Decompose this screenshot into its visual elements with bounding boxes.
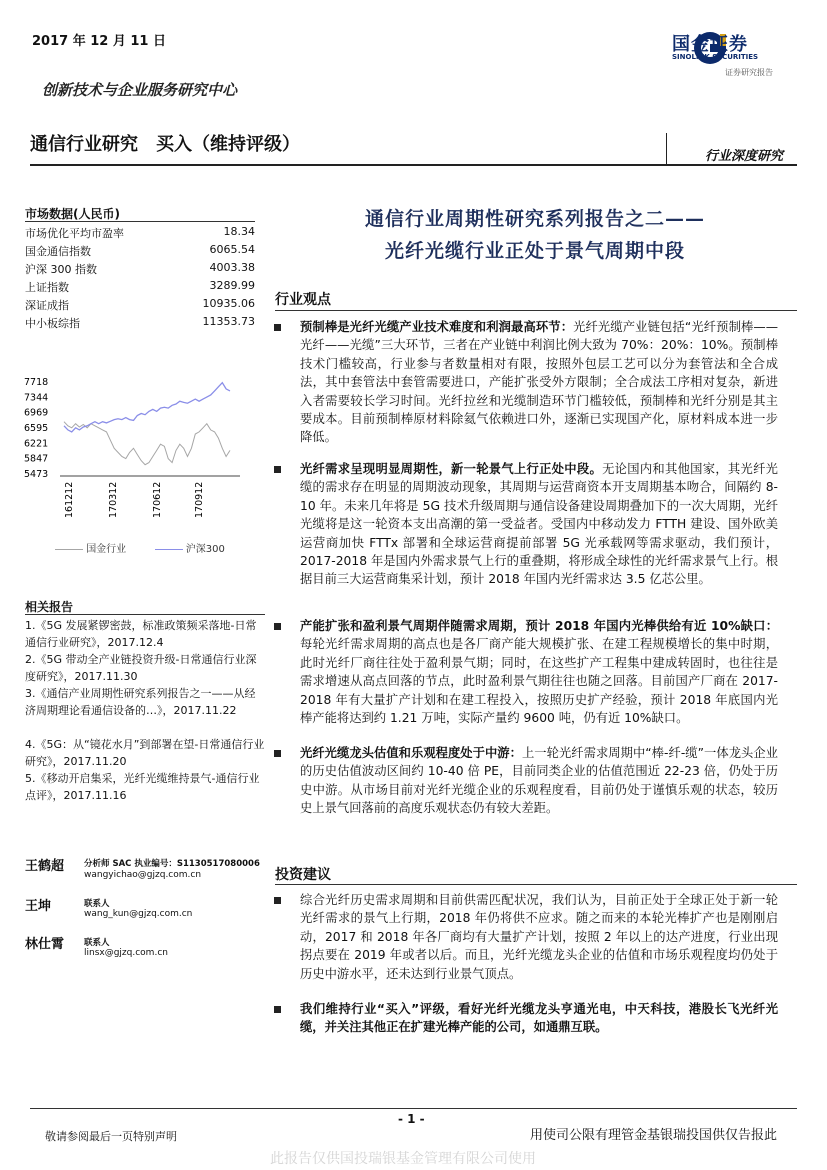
header-divider-tick	[666, 133, 667, 164]
section-industry-view: 行业观点	[275, 292, 331, 308]
index-line-chart	[22, 368, 242, 568]
market-value: 11353.73	[202, 315, 255, 328]
logo-en: SINOLINK SECURITIES	[672, 53, 759, 61]
para-body: 无论国内和其他国家，其光纤光缆的需求存在明显的周期波动现象，其周期与运营商资本开支周期基本吻合，间隔约 8-10 年。未来几年将是 5G 技术升级周期与通信设备建设周期叠加下的一次大周期，光纤光缆将是这一轮资本支出高潮的第一受益者。受国内中移动发力 FTTH 建设、国外欧美运营商加快 FTTx 部署和全球运营商提前部署 5G 光承载网等需求驱动，我们预计，2017-2018 年是国内外需求景气上行的重叠期，将形成全球性的光纤需求景气上行。根据目前三大运营商集采计划，预计 2018 年国内光纤需求达 3.5 亿芯公里。	[300, 462, 778, 587]
bullet-icon	[274, 623, 281, 630]
paragraph-rating	[300, 1000, 778, 1037]
x-tick-label: 170912	[194, 481, 205, 518]
market-label: 上证指数	[25, 281, 69, 294]
market-value: 18.34	[223, 225, 255, 238]
y-tick-label: 6595	[24, 423, 49, 435]
x-tick-label: 170612	[152, 481, 163, 518]
header-rule	[30, 164, 797, 166]
report-date: 2017 年 12 月 11 日	[32, 34, 166, 49]
market-label: 市场优化平均市盈率	[25, 227, 124, 240]
y-tick-label: 7344	[24, 392, 49, 404]
analyst-role: 分析师 SAC 执业编号：S1130517080006	[84, 859, 260, 869]
market-value: 4003.38	[209, 261, 255, 274]
y-tick-label: 6221	[24, 438, 49, 450]
bullet-icon	[274, 466, 281, 473]
para-lead: 预制棒是光纤光缆产业技术难度和利润最高环节：	[300, 320, 574, 334]
paragraph-capacity	[300, 617, 778, 727]
analyst-role: 联系人	[84, 938, 110, 948]
y-tick-label: 5473	[24, 469, 49, 480]
market-row	[25, 279, 255, 296]
para-lead: 我们维持行业“买入”评级，看好光纤光缆龙头亨通光电，中天科技，港股长飞光纤光缆，并关注其他正在扩建光棒产能的公司，如通鼎互联。	[300, 1002, 778, 1035]
watermark: 此报告仅供国投瑞银基金管理有限公司使用	[270, 1151, 536, 1167]
series-line-hs300	[64, 383, 230, 432]
market-label: 深证成指	[25, 299, 69, 312]
y-axis	[24, 377, 240, 480]
x-tick-label: 170312	[108, 481, 119, 518]
market-value: 6065.54	[209, 243, 255, 256]
market-data-rule	[25, 221, 255, 222]
bullet-icon	[274, 1006, 281, 1013]
analyst-email: wangyichao@gjzq.com.cn	[84, 870, 202, 880]
x-tick-label: 161212	[64, 481, 75, 518]
footer-usage-note: 用使司公限有理管金基银瑞投国供仅告报此	[529, 1128, 777, 1143]
legend-swatch-industry	[55, 549, 83, 550]
analyst-role: 联系人	[84, 899, 110, 909]
analyst-email: wang_kun@gjzq.com.cn	[84, 909, 193, 919]
paragraph-valuation	[300, 744, 778, 818]
para-body: 每轮光纤需求周期的高点也是各厂商产能大规模扩张、在建工程规模增长的集中时期，此时光纤厂商往往处于盈利景气期；同时，在这些扩产工程集中建成转固时，也往往是需求增速从高点回落的节点，此时盈利景气期往往也随之回落。目前国产厂商在 2017-2018 年有大量扩产计划和在建工程投入，按照历史扩产经验，预计 2018 年底国内光棒产能将达到约 1.21 万吨，实际产量约 9600 吨，仍有近 10%缺口。	[300, 637, 778, 726]
related-rule	[25, 614, 265, 615]
para-lead: 光纤光缆龙头估值和乐观程度处于中游：	[300, 746, 522, 760]
para-body: 光纤光缆产业链包括“光纤预制棒——光纤——光缆”三大环节，三者在产业链中利润比例大致为 70%：20%：10%。预制棒技术门槛较高，行业参与者数量相对有限，按照外包层工艺可以分为套管法和全合成法，其中套管法中套管需要进口，产能扩张受外方限制；全合成法工序相对复杂，新进入者需要较长学习时间。光纤拉丝和光缆制造环节门槛较低，预制棒和光纤分别是其主要成本。目前预制棒原材料除氦气依赖进口外，逐渐已实现国产化，原材料成本进一步降低。	[300, 320, 778, 445]
related-report-item: 1.《5G 发展紧锣密鼓，标准政策频采落地-日常通信行业研究》，2017.12.4	[25, 619, 257, 649]
analyst-name: 王坤	[25, 899, 52, 914]
market-value: 3289.99	[209, 279, 255, 292]
series-line-industry	[64, 422, 230, 465]
related-report-item: 2.《5G 带动全产业链投资升级-日常通信行业深度研究》，2017.11.30	[25, 653, 257, 683]
logo-subtitle: 证券研究报告	[725, 68, 773, 77]
market-row	[25, 297, 255, 314]
y-tick-label: 7718	[24, 377, 49, 388]
report-type-rating: 通信行业研究 买入（维持评级）	[30, 134, 300, 155]
para-body: 上一轮光纤需求周期中“棒-纤-缆”一体龙头企业的历史估值波动区间约 10-40 倍 PE，目前同类企业的估值范围近 22-23 倍，仍处于历史中游。从市场目前对光纤光缆企业的乐观程度看，目前仍处于谨慎乐观的状态，较历史上景气回落前的高度乐观状态仍有较大差距。	[300, 746, 778, 816]
research-center: 创新技术与企业服务研究中心	[42, 81, 238, 99]
related-report-item: 4.《5G：从“镜花水月”到部署在望-日常通信行业研究》，2017.11.20	[25, 738, 265, 768]
report-title-line2: 光纤光缆行业正处于景气周期中段	[384, 240, 685, 262]
analyst-email: linsx@gjzq.com.cn	[84, 948, 168, 958]
section-investment-advice: 投资建议	[275, 867, 331, 883]
legend-label: 沪深300	[185, 544, 225, 555]
x-axis	[64, 482, 205, 518]
related-reports-title: 相关报告	[25, 600, 74, 614]
y-tick-label: 5847	[24, 453, 49, 465]
market-label: 国金通信指数	[25, 245, 91, 258]
legend-swatch-hs300	[155, 549, 183, 550]
market-label: 中小板综指	[25, 317, 80, 330]
section-rule	[275, 884, 797, 885]
analyst-name: 王鹤超	[25, 859, 65, 874]
related-report-item: 3.《通信产业周期性研究系列报告之一——从经济周期理论看通信设备的…》，2017.11.22	[25, 687, 256, 717]
paragraph-demand-cycle	[300, 460, 778, 589]
market-row	[25, 315, 255, 332]
market-data-title: 市场数据(人民币)	[25, 207, 120, 221]
bullet-icon	[274, 324, 281, 331]
footer-disclaimer: 敬请参阅最后一页特别声明	[45, 1130, 177, 1143]
report-kind: 行业深度研究	[704, 149, 783, 164]
para-lead: 光纤需求呈现明显周期性，新一轮景气上行正处中段。	[300, 462, 603, 476]
bullet-icon	[274, 750, 281, 757]
legend-label: 国金行业	[86, 544, 127, 555]
page-number: - 1 -	[398, 1112, 425, 1126]
paragraph-prefab	[300, 318, 778, 447]
market-row	[25, 243, 255, 260]
market-value: 10935.06	[202, 297, 255, 310]
section-rule	[275, 310, 797, 311]
para-lead: 产能扩张和盈利景气周期伴随需求周期，预计 2018 年国内光棒供给有近 10%缺口：	[300, 619, 778, 633]
related-report-item: 5.《移动开启集采，光纤光缆维持景气-通信行业点评》，2017.11.16	[25, 772, 260, 802]
y-tick-label: 6969	[24, 407, 49, 419]
report-title-line1: 通信行业周期性研究系列报告之二——	[364, 208, 705, 230]
bullet-icon	[274, 897, 281, 904]
analyst-name: 林仕霄	[25, 937, 65, 952]
chart-legend	[55, 540, 225, 555]
market-row	[25, 225, 255, 242]
paragraph-advice: 综合光纤历史需求周期和目前供需匹配状况，我们认为，目前正处于全球正处于新一轮光纤需求的景气上行期，2018 年仍将供不应求。随之而来的本轮光棒扩产也是刚刚启动，2017 和 2018 年各厂商均有大量扩产计划，按照 2 年以上的达产进度，行业出现拐点要在 2019 年或者以后。而且，光纤光缆龙头企业的估值和市场乐观程度均仍处于历史中游水平，还未达到行业景气顶点。	[300, 893, 778, 981]
footer-rule	[30, 1108, 797, 1109]
market-row	[25, 261, 255, 278]
logo-cn: 国金证券	[672, 34, 748, 55]
chart-series	[64, 383, 230, 465]
market-label: 沪深 300 指数	[25, 263, 97, 276]
